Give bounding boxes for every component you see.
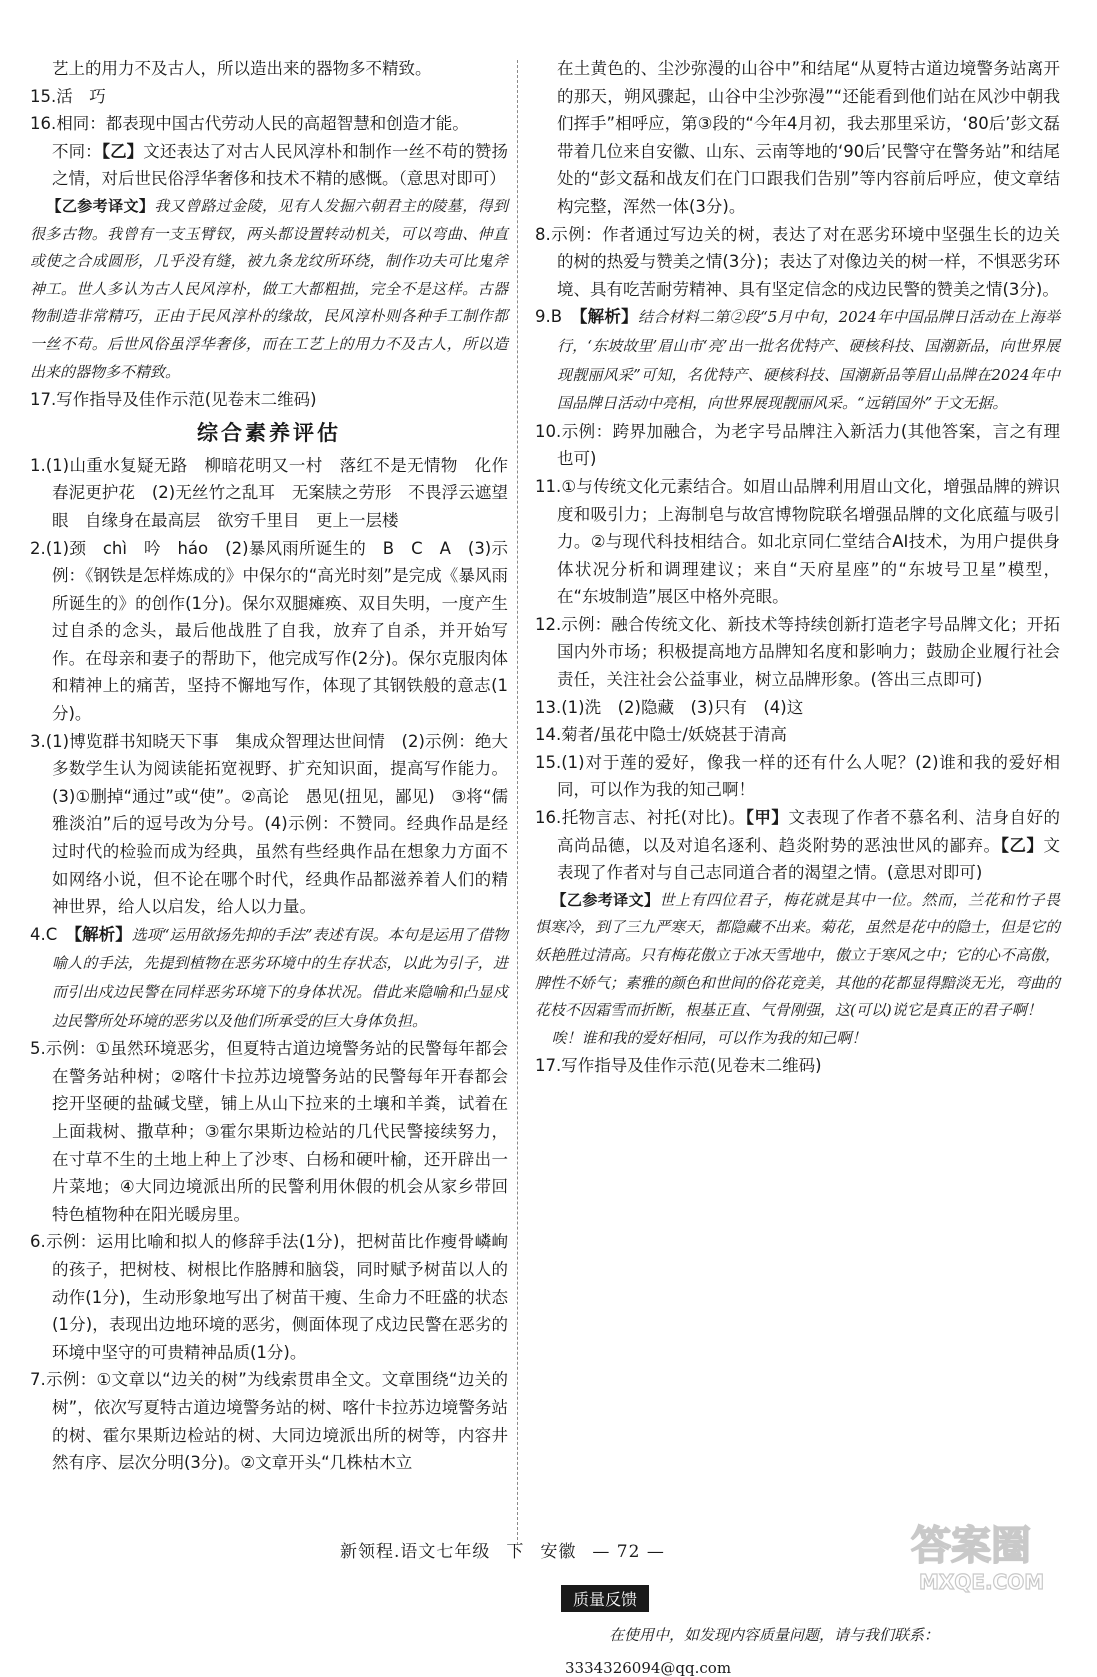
footer-series: 新领程.语文七年级 [340, 1542, 491, 1562]
eval-answer-15: 15.(1)对于莲的爱好，像我一样的还有什么人呢？(2)谁和我的爱好相同，可以作为我的知己啊！ [535, 752, 1060, 800]
eval-answer-9-analysis: 结合材料二第②段“5月中旬，2024年中国品牌日活动在上海举行，‘东坡故里’眉山市‘亮’出一批名优特产、硬核科技、国潮新品，向世界展现靓丽风采”可知，名优特产、硬核科技、国潮新品等眉山品牌在2024年中国品牌日活动中亮相，向世界展现靓丽风采。“远销国外”于文无据。 [557, 308, 1061, 413]
answer-16-diff-prefix: 不同： [52, 141, 102, 161]
yi-tag: 【乙】 [101, 141, 144, 161]
reference-text: 世上有四位君子，梅花就是其中一位。然而，兰花和竹子畏惧寒冷，到了三九严寒天，都隐藏不出来。菊花，虽然是花中的隐士，但是它的妖艳胜过清高。只有梅花傲立于冰天雪地中，傲立于寒风之中；它的心不高傲，脾性不娇气；素雅的颜色和世间的俗花竞美，其他的花都显得黯淡无光，弯曲的花枝不因霜雪而折断，根基正直、气骨刚强，这(可以)说它是真正的君子啊！ [535, 890, 1061, 1020]
eval-answer-9-choice: 9.B [535, 307, 580, 327]
watermark-top-text: 答案圈 [911, 1523, 1031, 1569]
eval-answer-11: 11.①与传统文化元素结合。如眉山品牌利用眉山文化，增强品牌的辨识度和吸引力；上海制皂与故宫博物院联名增强品牌的文化底蕴与吸引力。②与现代科技相结合。如北京同仁堂结合AI技术，为用户提供身体状况分析和调理建议；来自“天府星座”的“东坡号卫星”模型，在“东坡制造”展区中格外亮眼。 [535, 476, 1060, 607]
eval-answer-16-b: 文表现了作者不慕名利、洁身自好的高尚品德，以及对追名逐利、趋炎附势的恶浊世风的鄙弃。 [557, 808, 1060, 855]
reference-translation-right [535, 887, 1060, 1025]
column-divider [517, 60, 518, 1550]
eval-answer-12: 12.示例：融合传统文化、新技术等持续创新打造老字号品牌文化；开拓国内外市场；积极提高地方品牌知名度和影响力；鼓励企业履行社会责任，关注社会公益事业，树立品牌形象。(答出三点即可) [535, 614, 1060, 690]
answer-16-diff [30, 138, 508, 193]
footer-page-number: — 72 — [592, 1542, 665, 1562]
eval-answer-17: 17.写作指导及佳作示范(见卷末二维码) [535, 1056, 822, 1076]
eval-answer-1: 1.(1)山重水复疑无路 柳暗花明又一村 落红不是无情物 化作春泥更护花 (2)无丝竹之乱耳 无案牍之劳形 不畏浮云遮望眼 自缘身在最高层 欲穷千里目 更上一层楼 [30, 455, 508, 530]
feedback-text: 在使用中，如发现内容质量问题，请与我们联系： [609, 1625, 940, 1644]
eval-answer-9 [535, 303, 1060, 417]
eval-answer-10: 10.示例：跨界加融合，为老字号品牌注入新活力(其他答案，言之有理也可) [535, 421, 1060, 469]
analysis-tag: 【解析】 [579, 307, 638, 327]
footer-volume: 下 [506, 1542, 525, 1562]
answer-17-left: 17.写作指导及佳作示范(见卷末二维码) [30, 390, 317, 410]
reference-translation-right-2: 唉！谁和我的爱好相同，可以作为我的知己啊！ [551, 1028, 867, 1047]
eval-answer-4 [30, 921, 508, 1035]
eval-answer-2: 2.(1)颈 chì 吟 háo (2)暴风雨所诞生的 B C A (3)示例：《钢铁是怎样炼成的》中保尔的“高光时刻”是完成《暴风雨所诞生的》的创作(1分)。保尔双腿瘫痪、双目失明，一度产生过自杀的念头，最后他战胜了自我，放弃了自杀，并开始写作。在母亲和妻子的帮助下，他完成写作(2分)。保尔克服肉体和精神上的痛苦，坚持不懈地写作，体现了其钢铁般的意志(1分)。 [30, 538, 508, 724]
left-column [30, 55, 508, 1477]
eval-answer-4-analysis: 选项“运用欲扬先抑的手法”表述有误。本句是运用了借物喻人的手法，先提到植物在恶劣环境中的生存状态，以此为引子，进而引出戍边民警在同样恶劣环境下的身体状况。借此来隐喻和凸显戍边民警所处环境的恶劣以及他们所承受的巨大身体负担。 [52, 925, 509, 1030]
reference-translation-left [30, 193, 508, 386]
yi-tag: 【乙】 [1000, 835, 1044, 855]
watermark-bottom-text: MXQE.COM [919, 1570, 1045, 1594]
eval-answer-7-part1: 7.示例：①文章以“边关的树”为线索贯串全文。文章围绕“边关的树”，依次写夏特古道边境警务站的树、喀什卡拉苏边境警务站的树、霍尔果斯边检站的树、大同边境派出所的树等，内容井然有序、层次分明(3分)。②文章开头“几株枯木立 [30, 1370, 508, 1473]
right-column [535, 55, 1060, 1677]
reference-tag: 【乙参考译文】 [551, 890, 660, 909]
jia-tag: 【甲】 [745, 808, 789, 828]
eval-answer-5: 5.示例：①虽然环境恶劣，但夏特古道边境警务站的民警每年都会在警务站种树；②喀什卡拉苏边境警务站的民警每年开春都会挖开坚硬的盐碱戈壁，铺上从山下拉来的土壤和羊粪，试着在上面栽树、撒草种；③霍尔果斯边检站的几代民警接续努力，在寸草不生的土地上种上了沙枣、白杨和硬叶榆，还开辟出一片菜地；④大同边境派出所的民警利用休假的机会从家乡带回特色植物种在阳光暖房里。 [30, 1039, 508, 1224]
reference-text: 我又曾路过金陵，见有人发掘六朝君主的陵墓，得到很多古物。我曾有一支玉臂钗，两头都设置转动机关，可以弯曲、伸直或使之合成圆形，几乎没有缝，被九条龙纹所环绕，制作功夫可比鬼斧神工。世人多认为古人民风淳朴，做工大都粗拙，完全不是这样。古器物制造非常精巧，正由于民风淳朴的缘故，民风淳朴则各种手工制作都一丝不苟。后世风俗虽浮华奢侈，而在工艺上的用力不及古人，所以造出来的器物多不精致。 [30, 196, 508, 381]
watermark-logo [905, 1515, 1085, 1595]
footer-region: 安徽 [540, 1542, 577, 1562]
eval-answer-16-c: 文表现了作者对与自己志同道合者的渴望之情。(意思对即可) [557, 835, 1061, 883]
answer-15: 15.活 巧 [30, 86, 106, 106]
eval-answer-3: 3.(1)博览群书知晓天下事 集成众智理达世间情 (2)示例：绝大多数学生认为阅读能拓宽视野、扩充知识面，提高写作能力。(3)①删掉“通过”或“使”。②高论 愚见(扭见，鄙见) ③将“儒雅淡泊”后的逗号改为分号。(4)示例：不赞同。经典作品是经过时代的检验而成为经典，虽然有些经典作品在想象力方面不如网络小说，但不论在哪个时代，经典作品都滋养着人们的精神世界，给人以启发，给人以力量。 [30, 731, 508, 917]
eval-answer-7-part2: 在土黄色的、尘沙弥漫的山谷中”和结尾“从夏特古道边境警务站离开的那天，朔风骤起，山谷中尘沙弥漫”“还能看到他们站在风沙中朝我们挥手”相呼应，第③段的“今年4月初，我去那里采访，‘80后’彭文磊带着几位来自安徽、山东、云南等地的‘90后’民警守在警务站”和结尾处的“彭文磊和战友们在门口跟我们告别”等内容前后呼应，使文章结构完整，浑然一体(3分)。 [557, 59, 1060, 216]
answer-16-diff-text: 文还表达了对古人民风淳朴和制作一丝不苟的赞扬之情，对后世民俗浮华奢侈和技术不精的感慨。（意思对即可） [52, 141, 509, 189]
page-footer [340, 1537, 840, 1562]
blank-area [535, 1080, 1060, 1585]
feedback-email[interactable]: 3334326094@qq.com [565, 1658, 732, 1677]
analysis-tag: 【解析】 [73, 924, 132, 944]
answer-16-same: 16.相同：都表现中国古代劳动人民的高超智慧和创造才能。 [30, 114, 469, 134]
left-line-0: 艺上的用力不及古人，所以造出来的器物多不精致。 [52, 59, 432, 78]
eval-answer-14: 14.菊者/虽花中隐士/妖娆甚于清高 [535, 725, 787, 745]
feedback-badge: 质量反馈 [561, 1585, 649, 1612]
eval-answer-16-a: 16.托物言志、衬托(对比)。 [535, 808, 746, 828]
eval-answer-6: 6.示例：运用比喻和拟人的修辞手法(1分)，把树苗比作瘦骨嶙峋的孩子，把树枝、树根比作胳膊和脑袋，同时赋予树苗以人的动作(1分)，生动形象地写出了树苗干瘦、生命力不旺盛的状态(1分)，表现出边地环境的恶劣，侧面体现了戍边民警在恶劣的环境中坚守的可贵精神品质(1分)。 [30, 1232, 508, 1362]
eval-answer-8: 8.示例：作者通过写边关的树，表达了对在恶劣环境中坚强生长的边关的树的热爱与赞美之情(3分)；表达了对像边关的树一样，不惧恶劣环境、具有吃苦耐劳精神、具有坚定信念的戍边民警的赞美之情(3分)。 [535, 224, 1060, 299]
eval-answer-4-choice: 4.C [30, 924, 74, 944]
eval-answer-16 [535, 804, 1060, 887]
quality-feedback [535, 1585, 1060, 1677]
eval-answer-13: 13.(1)洗 (2)隐藏 (3)只有 (4)这 [535, 697, 804, 717]
section-title: 综合素养评估 [197, 419, 341, 445]
reference-tag: 【乙参考译文】 [46, 196, 155, 215]
